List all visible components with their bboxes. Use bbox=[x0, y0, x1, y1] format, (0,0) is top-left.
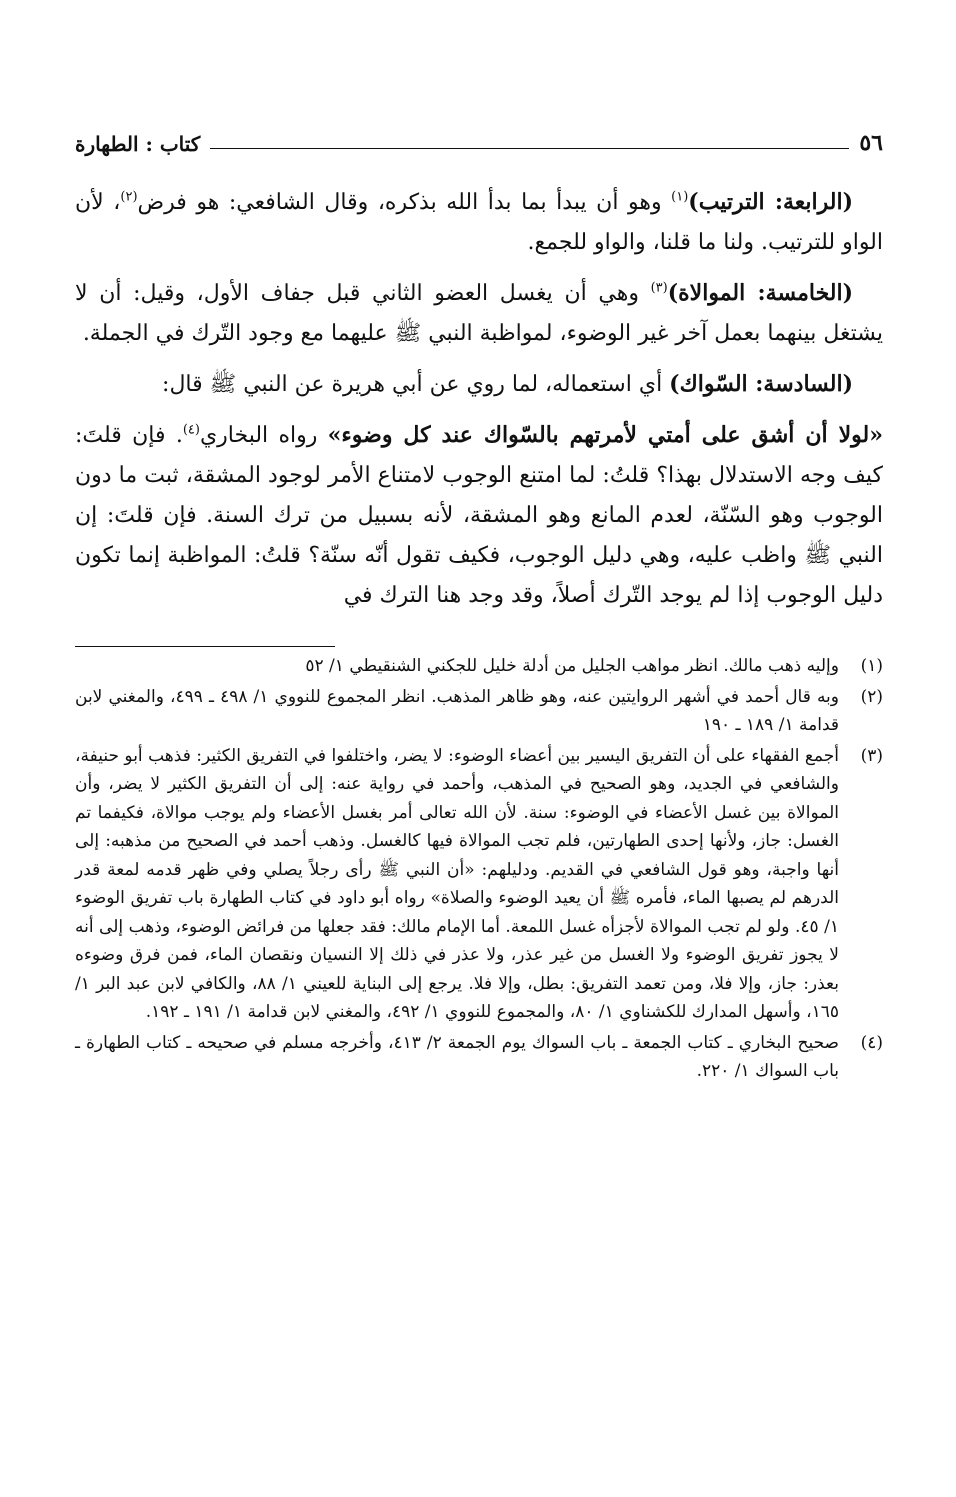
hadith-quote: «لولا أن أشق على أمتي لأمرتهم بالسّواك عند كل وضوء» bbox=[327, 422, 883, 448]
term-muwalat: (الخامسة: الموالاة) bbox=[667, 280, 854, 306]
paragraph-text: وهو أن يبدأ بما بدأ الله بذكره، وقال الشافعي: هو فرض bbox=[137, 190, 672, 215]
footnote-ref-3: (٣) bbox=[650, 280, 668, 296]
page-number: ٥٦ bbox=[859, 130, 883, 156]
term-siwak: (السادسة: السّواك) bbox=[669, 371, 853, 397]
footnote-text: وبه قال أحمد في أشهر الروايتين عنه، وهو ظاهر المذهب. انظر المجموع للنووي ١/ ٤٩٨ ـ ٤٩٩، والمغني لابن قدامة ١/ ١٨٩ ـ ١٩٠ bbox=[75, 686, 839, 735]
footnote-number: (٢) bbox=[860, 686, 883, 707]
footnote-number: (٣) bbox=[860, 745, 883, 766]
paragraph-text: أي استعماله، لما روي عن أبي هريرة عن النبي ﷺ قال: bbox=[162, 372, 670, 397]
footnote-item bbox=[75, 1029, 883, 1086]
footnote-item bbox=[75, 742, 883, 1027]
footnote-ref-2: (٢) bbox=[120, 189, 138, 205]
header-rule bbox=[210, 148, 849, 149]
footnote-number: (٤) bbox=[860, 1032, 883, 1053]
paragraph-text: وهي أن يغسل العضو الثاني قبل جفاف الأول، وقيل: أن لا يشتغل بينهما بعمل آخر غير الوضوء، لمواظبة النبي ﷺ عليهما مع وجود التّرك في الجملة. bbox=[75, 281, 883, 346]
term-tartib: (الرابعة: الترتيب) bbox=[688, 189, 853, 215]
book-title: كتاب : الطهارة bbox=[75, 132, 201, 156]
paragraph-siwak bbox=[75, 364, 883, 405]
footnote-text: صحيح البخاري ـ كتاب الجمعة ـ باب السواك يوم الجمعة ٢/ ٤١٣، وأخرجه مسلم في صحيحه ـ كتاب الطهارة ـ باب السواك ١/ ٢٢٠. bbox=[75, 1032, 839, 1081]
footnote-text: أجمع الفقهاء على أن التفريق اليسير بين أعضاء الوضوء: لا يضر، واختلفوا في التفريق الكثير: فذهب أبو حنيفة، والشافعي في الجديد، وهو الصحيح في المذهب، وأحمد في رواية عنه: إلى أن التفريق الكثير لا يضر، وأن الموالاة بين غسل الأعضاء في الوضوء: سنة. لأن الله تعالى أمر بغسل الأعضاء ولم يوجب موالاة، فكيفما تم الغسل: جاز، ولأنها إحدى الطهارتين، فلم تجب الموالاة فيها كالغسل. وذهب أحمد في الصحيح من مذهبه: إلى أنها واجبة، وهو قول الشافعي في القديم. ودليلهم: «أن النبي ﷺ رأى رجلاً يصلي وفي ظهر قدمه لمعة قدر الدرهم لم يصبها الماء، فأمره ﷺ أن يعيد الوضوء والصلاة» رواه أبو داود في كتاب الطهارة باب تفريق الوضوء ١/ ٤٥. ولو لم تجب الموالاة لأجزأه غسل اللمعة. أما الإمام مالك: فقد جعلها من فرائض الوضوء، وذهب إلى أنه لا يجوز تفريق الوضوء ولا الغسل من غير عذر، ولا عذر في ذلك إلا النسيان ونقصان الماء، فمن فرق وضوءه بعذر: جاز، وإلا فلا، ومن تعمد التفريق: بطل، وإلا فلا. يرجع إلى البناية للعيني ١/ ٨٨، والكافي لابن عبد البر ١/ ١٦٥، وأسهل المدارك للكشناوي ١/ ٨٠، والمجموع للنووي ١/ ٤٩٢، والمغني لابن قدامة ١/ ١٩١ ـ ١٩٢. bbox=[75, 745, 839, 1022]
footnote-text: وإليه ذهب مالك. انظر مواهب الجليل من أدلة خليل للجكني الشنقيطي ١/ ٥٢ bbox=[305, 656, 839, 676]
paragraph-muwalat bbox=[75, 273, 883, 354]
footnote-number: (١) bbox=[860, 656, 883, 676]
footnote-item bbox=[75, 652, 883, 681]
paragraph-tartib bbox=[75, 182, 883, 263]
footnote-ref-1: (١) bbox=[671, 189, 689, 205]
footnote-ref-4: (٤) bbox=[182, 422, 200, 438]
paragraph-text: ، لأن الواو للترتيب. ولنا ما قلنا، والواو للجمع. bbox=[75, 190, 883, 255]
paragraph-text: . فإن قلتَ: كيف وجه الاستدلال بهذا؟ قلتُ: لما امتنع الوجوب لامتناع الأمر لوجود المشقة، ثبت ما دون الوجوب وهو السّنّة، لعدم المانع وهو المشقة، لأنه بسبيل من ترك السنة. فإن قلتَ: إن النبي ﷺ واظب عليه، وهي دليل الوجوب، فكيف تقول أنّه سنّة؟ قلتُ: المواظبة إنما تكون دليل الوجوب إذا لم يوجد التّرك أصلاً، وقد وجد هنا الترك في bbox=[75, 423, 883, 608]
footnote-item bbox=[75, 683, 883, 740]
paragraph-text: رواه البخاري bbox=[199, 423, 328, 448]
book-page bbox=[75, 118, 883, 1088]
footnotes bbox=[75, 652, 883, 1086]
footnote-separator bbox=[75, 626, 883, 652]
paragraph-hadith bbox=[75, 415, 883, 616]
main-text bbox=[75, 182, 883, 616]
running-header bbox=[75, 118, 883, 156]
